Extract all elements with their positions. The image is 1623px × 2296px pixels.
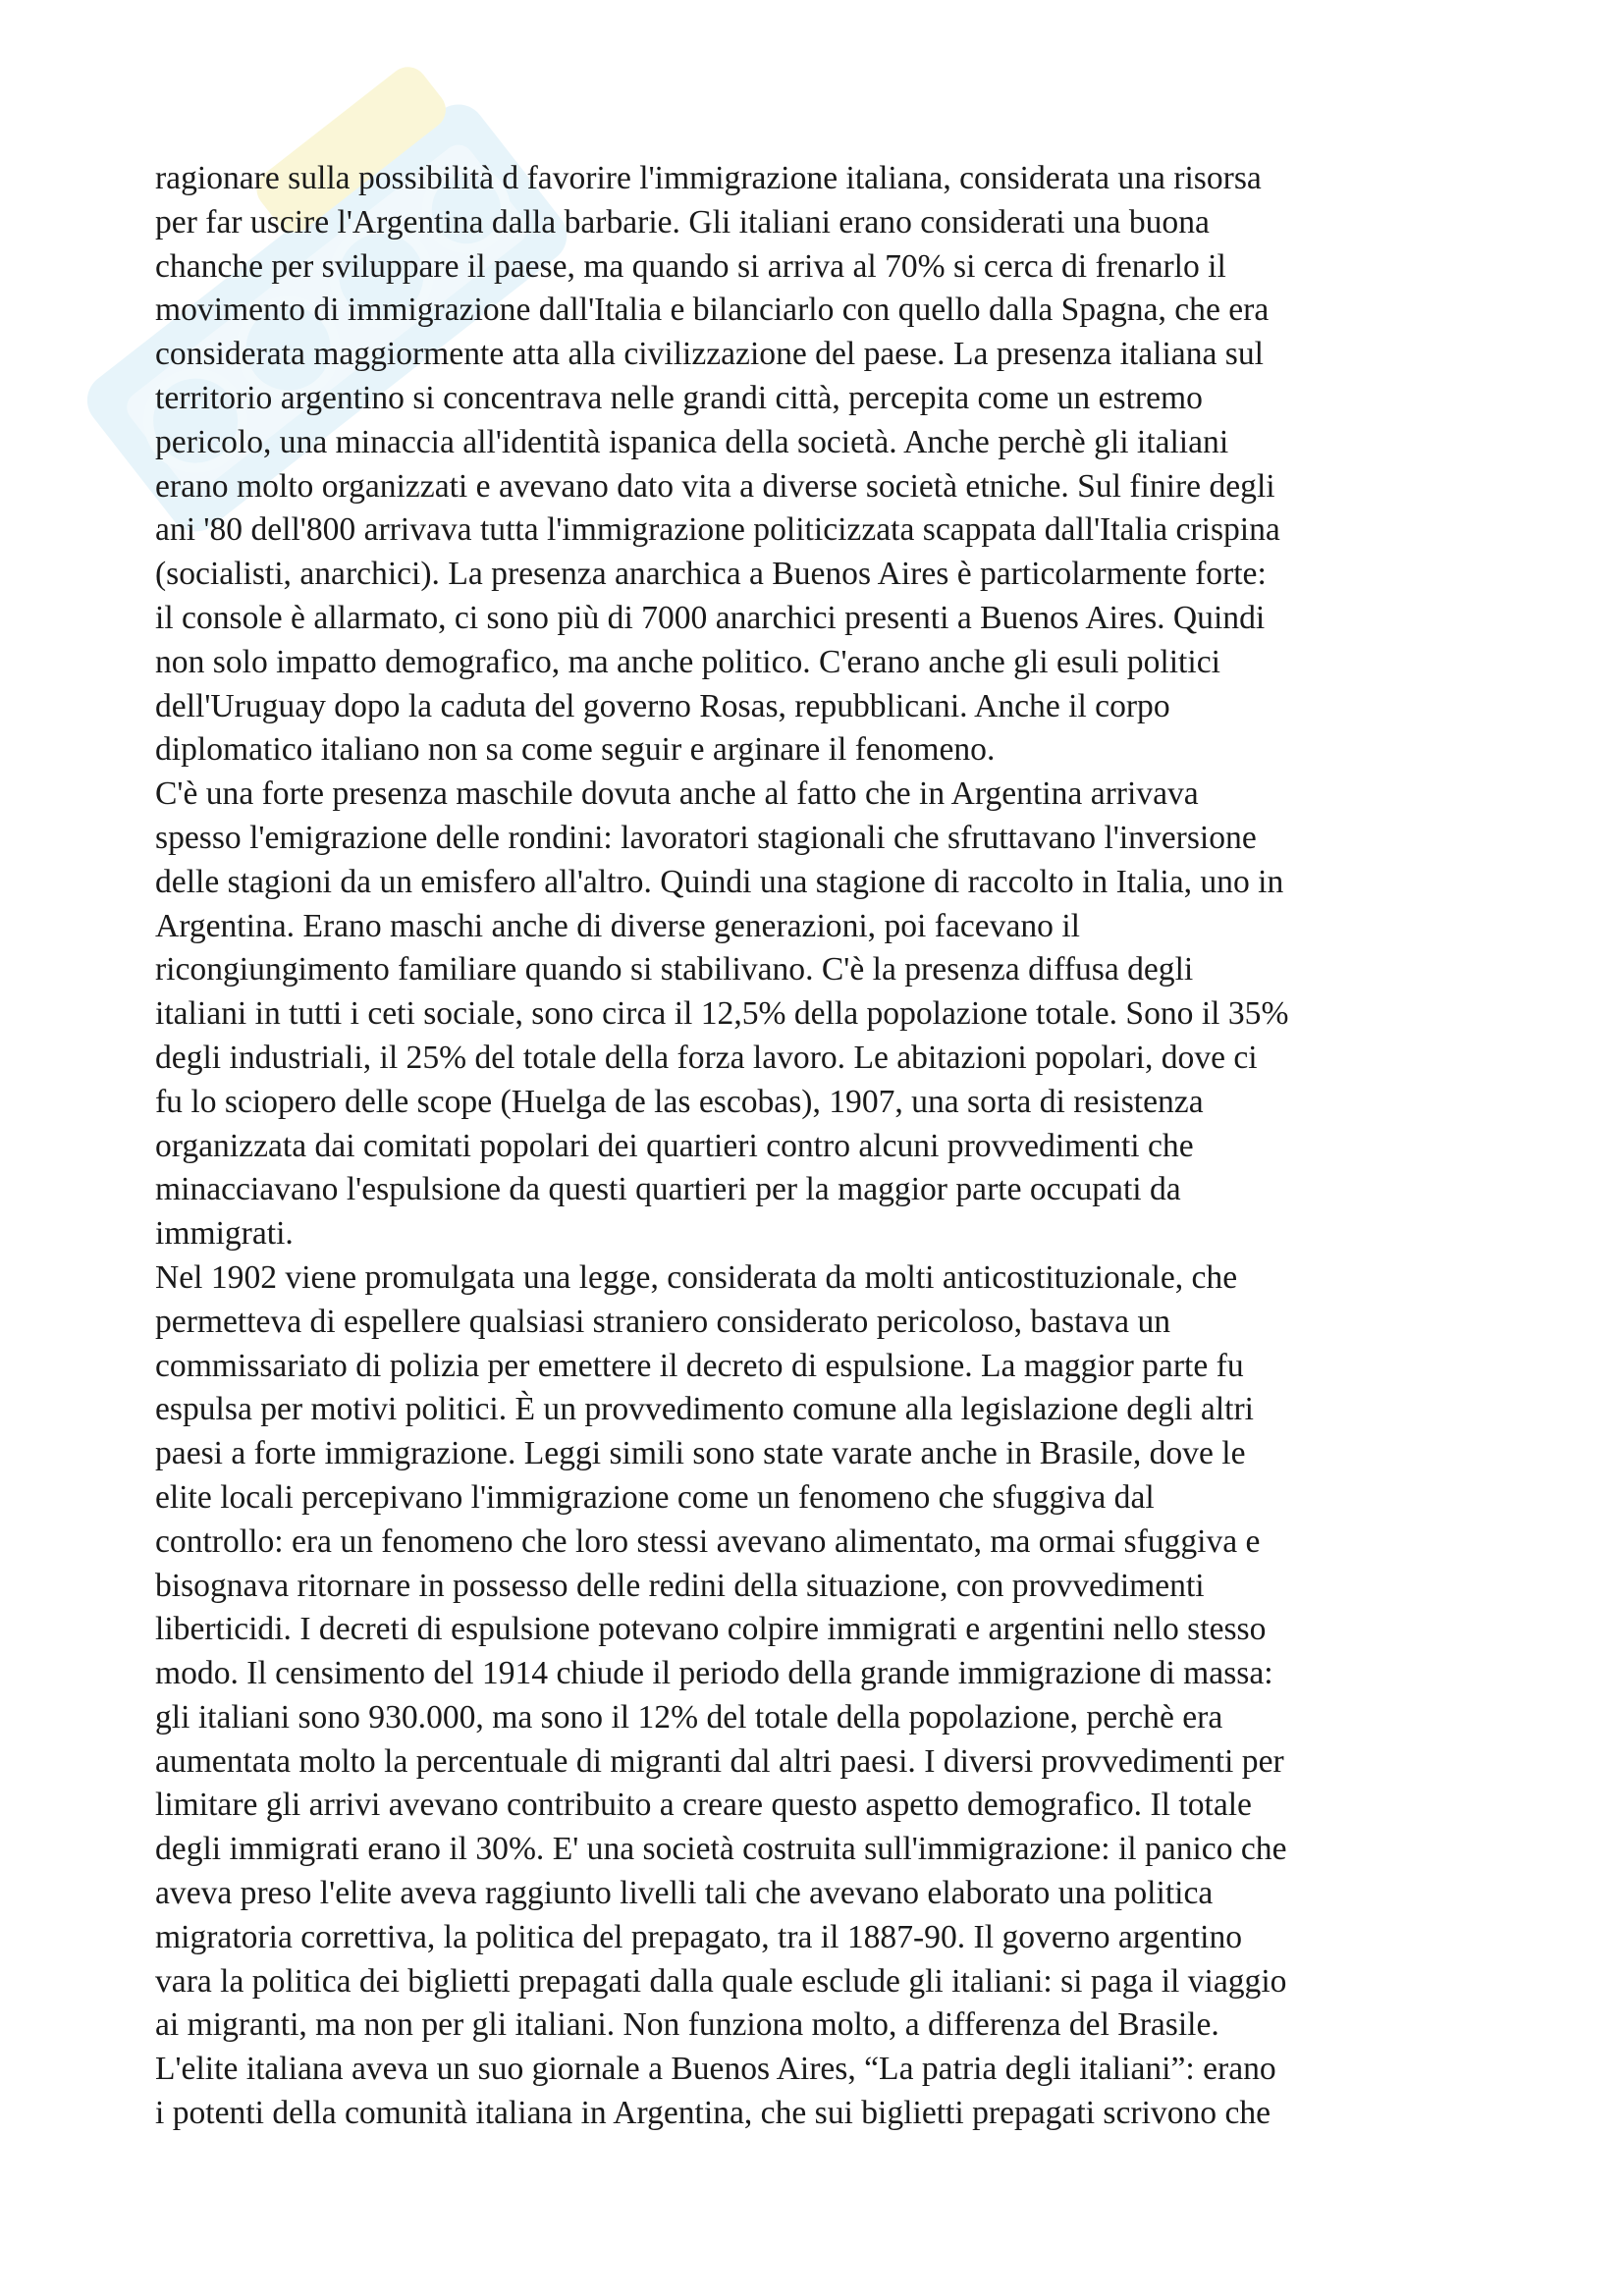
text-line: modo. Il censimento del 1914 chiude il periodo della grande immigrazione di massa: — [155, 1655, 1273, 1692]
text-line: aumentata molto la percentuale di migranti dal altri paesi. I diversi provvedimenti per — [155, 1742, 1284, 1780]
text-line: non solo impatto demografico, ma anche politico. C'erano anche gli esuli politici — [155, 643, 1220, 680]
text-line: organizzata dai comitati popolari dei quartieri contro alcuni provvedimenti che — [155, 1127, 1194, 1164]
text-line: Nel 1902 viene promulgata una legge, considerata da molti anticostituzionale, che — [155, 1258, 1238, 1296]
text-line: degli immigrati erano il 30%. E' una società costruita sull'immigrazione: il panico che — [155, 1831, 1287, 1868]
text-line: ani '80 dell'800 arrivava tutta l'immigrazione politicizzata scappata dall'Italia crispina — [155, 511, 1280, 549]
document-body — [155, 157, 1483, 2136]
text-line: liberticidi. I decreti di espulsione potevano colpire immigrati e argentini nello stesso — [155, 1611, 1267, 1648]
text-line: vara la politica dei biglietti prepagati dalla quale esclude gli italiani: si paga il viaggio — [155, 1962, 1287, 2000]
text-line: paesi a forte immigrazione. Leggi simili sono state varate anche in Brasile, dove le — [155, 1435, 1246, 1472]
text-line: aveva preso l'elite aveva raggiunto livelli tali che avevano elaborato una politica — [155, 1875, 1214, 1912]
text-line: fu lo sciopero delle scope (Huelga de las escobas), 1907, una sorta di resistenza — [155, 1083, 1204, 1120]
text-line: i potenti della comunità italiana in Argentina, che sui biglietti prepagati scrivono che — [155, 2095, 1271, 2132]
text-line: dell'Uruguay dopo la caduta del governo Rosas, repubblicani. Anche il corpo — [155, 687, 1170, 724]
text-line: permetteva di espellere qualsiasi straniero considerato pericoloso, bastava un — [155, 1303, 1171, 1340]
text-line: L'elite italiana aveva un suo giornale a Buenos Aires, “La patria degli italiani”: erano — [155, 2051, 1276, 2088]
text-line: espulsa per motivi politici. È un provvedimento comune alla legislazione degli altri — [155, 1391, 1254, 1428]
text-line: degli industriali, il 25% del totale della forza lavoro. Le abitazioni popolari, dove ci — [155, 1039, 1258, 1076]
text-line: ai migranti, ma non per gli italiani. Non funziona molto, a differenza del Brasile. — [155, 2006, 1219, 2044]
text-line: controllo: era un fenomeno che loro stessi avevano alimentato, ma ormai sfuggiva e — [155, 1522, 1261, 1560]
text-line: erano molto organizzati e avevano dato vita a diverse società etniche. Sul finire degli — [155, 467, 1275, 505]
text-line: chanche per sviluppare il paese, ma quando si arriva al 70% si cerca di frenarlo il — [155, 247, 1226, 285]
text-line: gli italiani sono 930.000, ma sono il 12% del totale della popolazione, perchè era — [155, 1698, 1223, 1735]
text-line: (socialisti, anarchici). La presenza anarchica a Buenos Aires è particolarmente forte: — [155, 556, 1267, 593]
text-line: movimento di immigrazione dall'Italia e bilanciarlo con quello dalla Spagna, che era — [155, 292, 1270, 329]
text-line: delle stagioni da un emisfero all'altro. Quindi una stagione di raccolto in Italia, uno in — [155, 863, 1284, 900]
text-line: considerata maggiormente atta alla civilizzazione del paese. La presenza italiana sul — [155, 336, 1264, 373]
text-line: ricongiungimento familiare quando si stabilivano. C'è la presenza diffusa degli — [155, 951, 1194, 988]
text-line: minacciavano l'espulsione da questi quartieri per la maggior parte occupati da — [155, 1171, 1181, 1208]
text-line: territorio argentino si concentrava nelle grandi città, percepita come un estremo — [155, 379, 1203, 416]
text-line: spesso l'emigrazione delle rondini: lavoratori stagionali che sfruttavano l'inversione — [155, 819, 1257, 856]
text-line: C'è una forte presenza maschile dovuta anche al fatto che in Argentina arrivava — [155, 775, 1199, 813]
text-line: pericolo, una minaccia all'identità ispanica della società. Anche perchè gli italiani — [155, 423, 1229, 460]
text-line: Argentina. Erano maschi anche di diverse generazioni, poi facevano il — [155, 907, 1080, 944]
text-line: diplomatico italiano non sa come seguir e arginare il fenomeno. — [155, 731, 996, 769]
text-line: immigrati. — [155, 1215, 294, 1253]
text-line: commissariato di polizia per emettere il decreto di espulsione. La maggior parte fu — [155, 1347, 1244, 1384]
text-line: elite locali percepivano l'immigrazione come un fenomeno che sfuggiva dal — [155, 1478, 1155, 1516]
text-line: per far uscire l'Argentina dalla barbarie. Gli italiani erano considerati una buona — [155, 203, 1210, 240]
text-line: migratoria correttiva, la politica del prepagato, tra il 1887-90. Il governo argentino — [155, 1918, 1243, 1955]
text-line: limitare gli arrivi avevano contribuito a creare questo aspetto demografico. Il totale — [155, 1787, 1252, 1824]
text-line: ragionare sulla possibilità d favorire l'immigrazione italiana, considerata una risorsa — [155, 160, 1262, 196]
text-line: italiani in tutti i ceti sociale, sono circa il 12,5% della popolazione totale. Sono il 35% — [155, 995, 1289, 1033]
text-line: bisognava ritornare in possesso delle redini della situazione, con provvedimenti — [155, 1567, 1205, 1604]
text-line: il console è allarmato, ci sono più di 7000 anarchici presenti a Buenos Aires. Quindi — [155, 599, 1266, 636]
